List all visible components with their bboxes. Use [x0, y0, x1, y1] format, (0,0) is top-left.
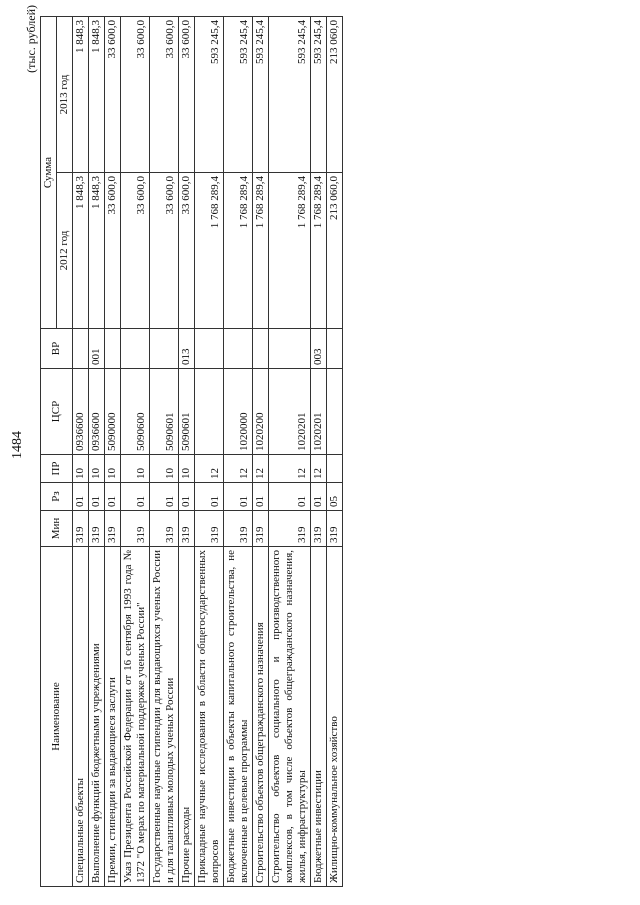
cell-2012: 1 768 289,4 [311, 173, 327, 329]
cell-rz: 01 [269, 483, 311, 511]
cell-vr: 013 [179, 329, 195, 369]
cell-2012: 33 600,0 [121, 173, 150, 329]
col-2013-header: 2013 год [57, 17, 73, 173]
cell-csr: 1020000 [224, 369, 253, 455]
header-row [41, 17, 57, 887]
col-2012-header: 2012 год [57, 173, 73, 329]
cell-min: 319 [179, 511, 195, 547]
cell-min: 319 [269, 511, 311, 547]
cell-rz: 01 [89, 483, 105, 511]
cell-rz: 05 [327, 483, 343, 511]
table-row [150, 17, 179, 887]
cell-min: 319 [224, 511, 253, 547]
cell-name: Строительство объектов общегражданского назначения [253, 547, 269, 887]
cell-csr: 5090601 [150, 369, 179, 455]
cell-2013: 1 848,3 [89, 17, 105, 173]
cell-vr [121, 329, 150, 369]
cell-csr: 0936600 [89, 369, 105, 455]
cell-pr: 10 [73, 455, 89, 483]
cell-csr: 5090600 [121, 369, 150, 455]
cell-name: Строительство объектов социального и производственного комплексов, в том числе объектов общегражданского назначения, жилья, инфраструктуры [269, 547, 311, 887]
cell-name: Премии, стипендии за выдающиеся заслуги [105, 547, 121, 887]
cell-pr: 10 [105, 455, 121, 483]
table-row [73, 17, 89, 887]
cell-pr: 10 [121, 455, 150, 483]
cell-2012: 33 600,0 [150, 173, 179, 329]
table-body [73, 17, 343, 887]
cell-csr: 0936600 [73, 369, 89, 455]
cell-2013: 593 245,4 [253, 17, 269, 173]
cell-rz: 01 [105, 483, 121, 511]
col-sum-header: Сумма [41, 17, 57, 329]
cell-name: Прочие расходы [179, 547, 195, 887]
cell-vr [150, 329, 179, 369]
cell-pr: 10 [179, 455, 195, 483]
cell-2012: 213 060,0 [327, 173, 343, 329]
cell-min: 319 [195, 511, 224, 547]
cell-pr: 12 [311, 455, 327, 483]
units-label: (тыс. рублей) [24, 5, 38, 73]
cell-2013: 33 600,0 [121, 17, 150, 173]
cell-2012: 1 768 289,4 [224, 173, 253, 329]
table-row [89, 17, 105, 887]
cell-name: Жилищно-коммунальное хозяйство [327, 547, 343, 887]
cell-pr: 12 [224, 455, 253, 483]
col-name-header: Наименование [41, 547, 73, 887]
cell-rz: 01 [224, 483, 253, 511]
table-row [327, 17, 343, 887]
cell-rz: 01 [179, 483, 195, 511]
table-row [253, 17, 269, 887]
cell-pr: 10 [89, 455, 105, 483]
cell-csr: 1020200 [253, 369, 269, 455]
cell-csr: 5090000 [105, 369, 121, 455]
cell-2012: 1 848,3 [73, 173, 89, 329]
cell-csr [195, 369, 224, 455]
cell-name: Бюджетные инвестиции в объекты капитального строительства, не включенные в целевые программы [224, 547, 253, 887]
cell-rz: 01 [311, 483, 327, 511]
cell-2012: 1 848,3 [89, 173, 105, 329]
cell-2012: 33 600,0 [179, 173, 195, 329]
cell-vr [224, 329, 253, 369]
table-row [311, 17, 327, 887]
cell-2013: 33 600,0 [105, 17, 121, 173]
cell-vr [327, 329, 343, 369]
cell-rz: 01 [73, 483, 89, 511]
cell-rz: 01 [121, 483, 150, 511]
cell-vr [195, 329, 224, 369]
cell-2012: 1 768 289,4 [195, 173, 224, 329]
cell-2013: 33 600,0 [179, 17, 195, 173]
cell-pr: 12 [253, 455, 269, 483]
budget-table [40, 16, 343, 887]
cell-min: 319 [105, 511, 121, 547]
cell-2013: 593 245,4 [224, 17, 253, 173]
cell-csr [327, 369, 343, 455]
table-row [195, 17, 224, 887]
table-row [121, 17, 150, 887]
cell-2013: 593 245,4 [195, 17, 224, 173]
cell-vr [105, 329, 121, 369]
cell-2013: 593 245,4 [311, 17, 327, 173]
cell-name: Выполнение функций бюджетными учреждениями [89, 547, 105, 887]
col-vr-header: ВР [41, 329, 73, 369]
cell-pr: 12 [195, 455, 224, 483]
cell-2013: 33 600,0 [150, 17, 179, 173]
cell-vr [73, 329, 89, 369]
cell-rz: 01 [195, 483, 224, 511]
cell-min: 319 [73, 511, 89, 547]
cell-csr: 5090601 [179, 369, 195, 455]
table-row [269, 17, 311, 887]
cell-pr [327, 455, 343, 483]
cell-min: 319 [311, 511, 327, 547]
cell-min: 319 [150, 511, 179, 547]
cell-name: Прикладные научные исследования в области общегосударственных вопросов [195, 547, 224, 887]
cell-2012: 1 768 289,4 [253, 173, 269, 329]
table-row [105, 17, 121, 887]
col-min-header: Мин [41, 511, 73, 547]
cell-name: Указ Президента Российской Федерации от 16 сентября 1993 года № 1372 "О мерах по материальной поддержке ученых России" [121, 547, 150, 887]
cell-2013: 213 060,0 [327, 17, 343, 173]
cell-csr: 1020201 [311, 369, 327, 455]
cell-rz: 01 [253, 483, 269, 511]
cell-min: 319 [253, 511, 269, 547]
cell-2012: 1 768 289,4 [269, 173, 311, 329]
cell-csr: 1020201 [269, 369, 311, 455]
cell-vr: 001 [89, 329, 105, 369]
cell-pr: 12 [269, 455, 311, 483]
cell-name: Специальные объекты [73, 547, 89, 887]
cell-2013: 593 245,4 [269, 17, 311, 173]
table-row [179, 17, 195, 887]
cell-rz: 01 [150, 483, 179, 511]
table-row [224, 17, 253, 887]
cell-2013: 1 848,3 [73, 17, 89, 173]
cell-pr: 10 [150, 455, 179, 483]
page-number: 1484 [10, 431, 25, 459]
cell-min: 319 [121, 511, 150, 547]
cell-min: 319 [327, 511, 343, 547]
cell-name: Бюджетные инвестиции [311, 547, 327, 887]
cell-vr [269, 329, 311, 369]
cell-vr: 003 [311, 329, 327, 369]
cell-min: 319 [89, 511, 105, 547]
cell-vr [253, 329, 269, 369]
cell-name: Государственные научные стипендии для выдающихся ученых России и для талантливых молодых ученых России [150, 547, 179, 887]
col-pr-header: ПР [41, 455, 73, 483]
col-rz-header: Рз [41, 483, 73, 511]
cell-2012: 33 600,0 [105, 173, 121, 329]
col-csr-header: ЦСР [41, 369, 73, 455]
